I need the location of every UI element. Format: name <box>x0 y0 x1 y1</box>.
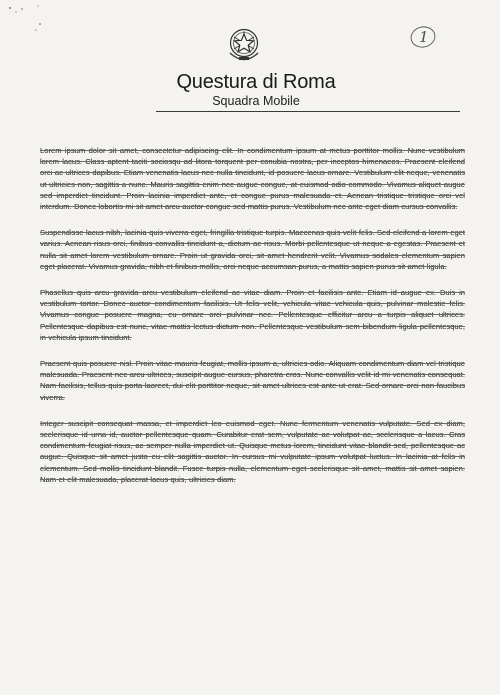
header-divider <box>156 111 460 112</box>
body-paragraph-4: Praesent quis posuere nisl. Proin vitae mauris feugiat, mollis ipsum a, ultricies odio. Aliquam condimentum diam vel tristique malesuada. Praesent nec arcu ultrices, suscipit augue cursus, pharetra eros. Nunc convallis velit id mi venenatis consequat. Nam facilisis, tellus quis porta laoreet, dui elit porttitor neque, sit amet ultrices est ante ut erat. Sed ornare orci non faucibus viverra. <box>40 359 465 402</box>
body-paragraph-5: Integer suscipit consequat massa, et imperdiet leo euismod eget. Nunc fermentum venenatis vulputate. Sed ex diam, scelerisque id urna id, auctor pellentesque quam. Curabitur erat sem, vulputate ac volutpat ac, scelerisque a lacus. Cras condimentum feugiat risus, ac semper nulla imperdiet ut. Quisque metus lorem, tincidunt vitae blandit sed, pellentesque ac augue. Quisque sit amet justo eu elit sagittis auctor. In cursus mi vulputate ipsum volutpat luctus. In lacinia at felis in elementum. Sed mollis tincidunt blandit. Fusce turpis nulla, elementum eget scelerisque sit amet, mattis sit amet sapien. Nam et elit malesuada, placerat lacus quis, ultricies diam. <box>40 418 465 484</box>
office-title: Questura di Roma <box>176 71 336 93</box>
document-header <box>0 70 500 108</box>
handwritten-page-number <box>408 24 438 50</box>
italian-republic-emblem-icon <box>226 24 262 64</box>
office-subtitle: Squadra Mobile <box>212 94 300 108</box>
page-number-label: 1 <box>419 28 429 46</box>
body-paragraph-3: Phasellus quis arcu gravida arcu vestibulum eleifend ac vitae diam. Proin et facilisis ante. Etiam id augue ex. Duis in vestibulum tortor. Donec auctor condimentum facilisis. Ut felis velit, vehicula vitae vehicula quis, pulvinar molestie felis. Vivamus congue posuere magna, eu ornare orci pulvinar nec. Pellentesque efficitur arcu a turpis aliquet ultrices. Pellentesque dapibus est nunc, vitae mattis lectus dictum non. Pellentesque vestibulum sem bibendum ligula pellentesque, in vehicula ipsum tincidunt. <box>40 288 465 342</box>
body-paragraph-2: Suspendisse lacus nibh, lacinia quis viverra eget, fringilla tristique turpis. Maecenas quis velit felis. Sed eleifend a lorem eget varius. Aenean risus orci, finibus convallis tincidunt a, dictum ac risus. Morbi pellentesque ut neque a egestas. Praesent et nulla sit amet lorem vestibulum ornare. Proin ut gravida orci, sit amet hendrerit velit. Vivamus sodales elementum sapien eget placerat. Vivamus gravida, nibh et finibus mollis, orci neque accumsan purus, a mattis sapien purus sit amet ligula. <box>40 228 465 271</box>
paper-specks <box>0 0 60 40</box>
body-paragraph-1: Lorem ipsum dolor sit amet, consectetur adipiscing elit. In condimentum ipsum at metus porttitor mollis. Nunc vestibulum lorem lacus. Class aptent taciti sociosqu ad litora torquent per conubia nostra, per inceptos himenaeos. Praesent eleifend orci ac ultrices dapibus. Etiam venenatis lacus nec nulla tincidunt, id posuere lacus ornare. Vestibulum elit neque, venenatis ut ultricies non, sagittis a nunc. Mauris sagittis enim nec augue congue, at euismod odio commodo. Vivamus aliquet augue sed imperdiet tincidunt. Proin lacinia imperdiet ante, et congue purus malesuada et. Aenean tristique tristique orci vel interdum. Donec lobortis mi sit amet arcu auctor congue sed mattis purus. Vestibulum nec ante eget diam cursus convallis. <box>40 146 465 212</box>
document-body <box>40 145 465 500</box>
